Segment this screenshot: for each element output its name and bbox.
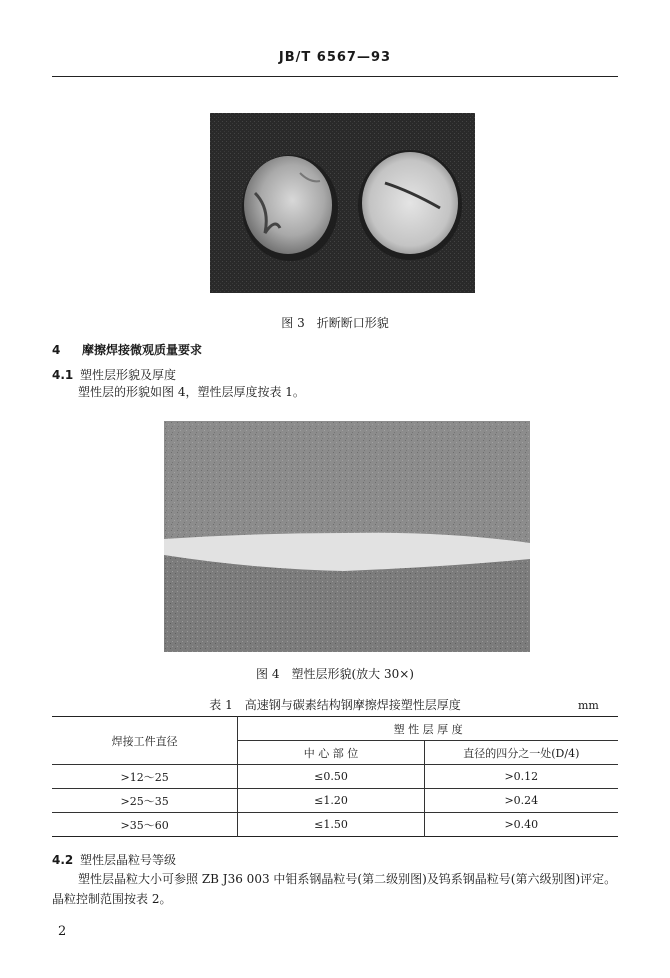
table-row <box>52 813 618 837</box>
section-4-title: 摩擦焊接微观质量要求 <box>82 343 203 357</box>
table-cell-diameter: >25～35 <box>52 789 238 813</box>
section-4-2-text: 塑性层晶粒大小可参照 ZB J36 003 中钼系钢晶粒号(第二级别图)及钨系钢晶粒号(第六级别图)评定。晶粒控制范围按表 2。 <box>52 872 617 906</box>
table-cell-center: ≤1.20 <box>238 789 424 813</box>
document-code: JB/T 6567—93 <box>278 50 392 65</box>
table-cell-center: ≤1.50 <box>238 813 424 837</box>
table-cell-quarter: >0.24 <box>424 789 618 813</box>
section-4-2-heading <box>52 851 176 868</box>
table-1-title: 表 1 高速钢与碳素结构钢摩擦焊接塑性层厚度 <box>209 698 461 712</box>
table-cell-quarter: >0.12 <box>424 765 618 789</box>
section-4-1-text: 塑性层的形貌如图 4，塑性层厚度按表 1。 <box>78 385 305 399</box>
table-cell-diameter: >35～60 <box>52 813 238 837</box>
table-cell-diameter: >12～25 <box>52 765 238 789</box>
section-4-2-title: 塑性层晶粒号等级 <box>80 853 177 867</box>
table-header-center: 中 心 部 位 <box>238 741 424 765</box>
section-4-1-number: 4.1 <box>52 368 74 382</box>
table-header-quarter: 直径的四分之一处(D/4) <box>424 741 618 765</box>
plastic-layer-micrograph <box>164 421 530 652</box>
section-4-number: 4 <box>52 343 61 357</box>
section-4-heading <box>52 341 202 358</box>
fracture-surface-photo <box>210 113 475 293</box>
header-rule <box>52 76 618 77</box>
table-header-thickness-group: 塑 性 层 厚 度 <box>238 717 618 741</box>
section-4-1-title: 塑性层形貌及厚度 <box>80 368 177 382</box>
figure-4-caption: 图 4 塑性层形貌(放大 30×) <box>256 667 414 681</box>
section-4-2-number: 4.2 <box>52 853 74 867</box>
section-4-1-heading <box>52 366 176 383</box>
table-1-unit: mm <box>578 699 599 712</box>
figure-3-caption: 图 3 折断断口形貌 <box>281 316 389 330</box>
page-number: 2 <box>58 924 67 939</box>
table-cell-quarter: >0.40 <box>424 813 618 837</box>
table-cell-center: ≤0.50 <box>238 765 424 789</box>
table-header-diameter: 焊接工件直径 <box>52 717 238 765</box>
table-1 <box>52 716 618 837</box>
table-row <box>52 765 618 789</box>
table-row <box>52 789 618 813</box>
